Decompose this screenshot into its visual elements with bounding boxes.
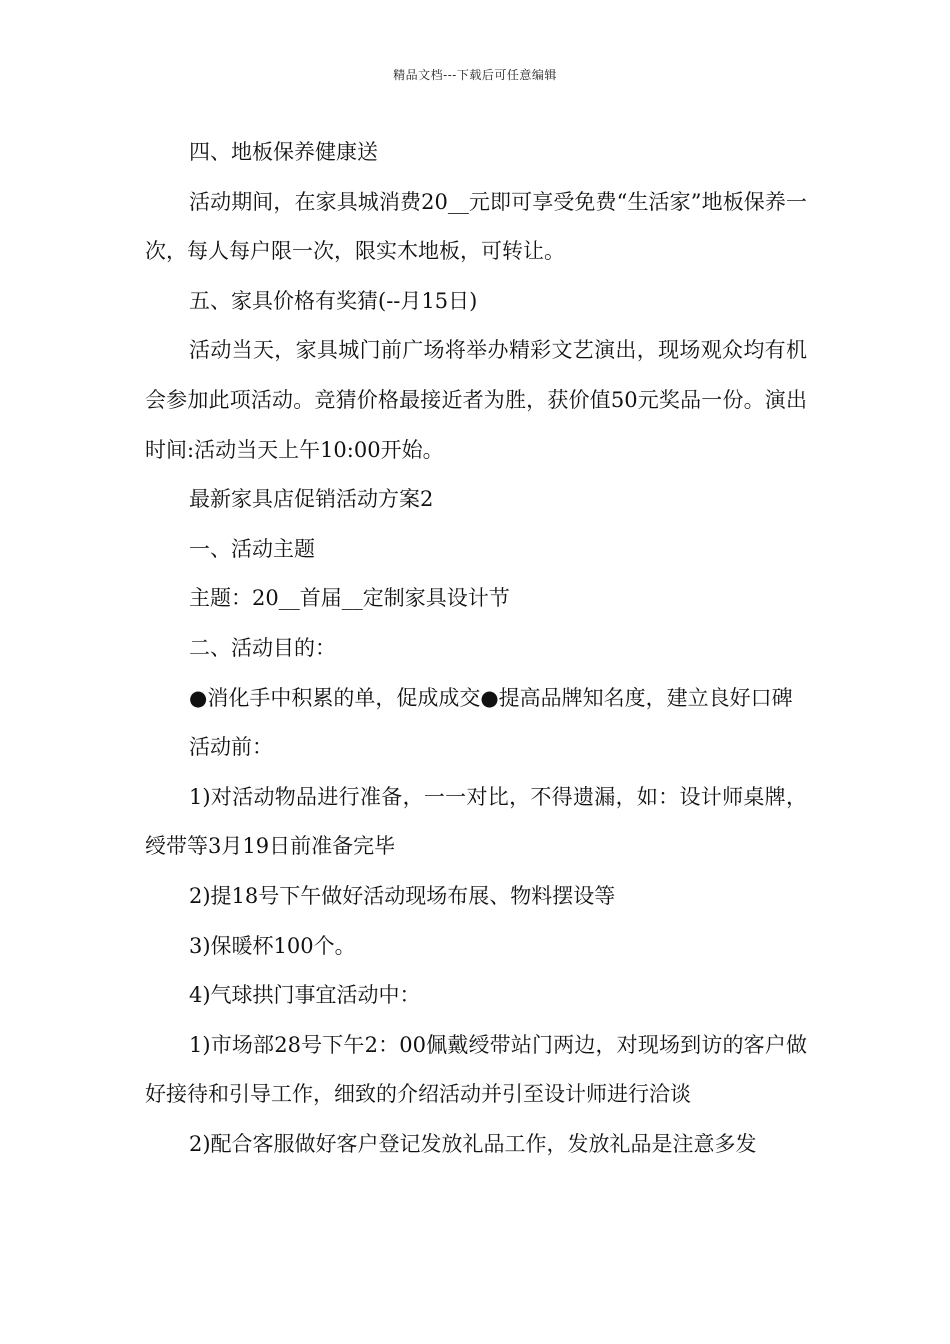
list-item: 2)配合客服做好客户登记发放礼品工作，发放礼品是注意多发 bbox=[189, 1131, 757, 1156]
section-heading-purpose: 二、活动目的： bbox=[189, 635, 336, 660]
paragraph-purpose: ●消化手中积累的单，促成成交●提高品牌知名度，建立良好口碑 bbox=[189, 685, 793, 710]
plan-title: 最新家具店促销活动方案2 bbox=[189, 487, 434, 512]
paragraph-price-guess-details: 活动当天，家具城门前广场将举办精彩文艺演出，现场观众均有机会参加此项活动。竞猜价格最接近者为胜，获价值50元奖品一份。演出时间:活动当天上午10:00开始。 bbox=[145, 338, 807, 462]
section-heading-theme: 一、活动主题 bbox=[189, 536, 315, 561]
paragraph-before-activity: 活动前： bbox=[189, 735, 273, 760]
section-heading-price-guess: 五、家具价格有奖猜(--月15日) bbox=[189, 288, 478, 313]
page-header: 精品文档---下载后可任意编辑 bbox=[393, 68, 557, 82]
paragraph-theme: 主题：20__首届__定制家具设计节 bbox=[189, 586, 510, 611]
list-item: 1)对活动物品进行准备，一一对比，不得遗漏，如：设计师桌牌，绶带等3月19日前准备完毕 bbox=[145, 784, 807, 859]
section-heading-floor-care: 四、地板保养健康送 bbox=[189, 140, 378, 164]
list-item: 1)市场部28号下午2：00佩戴绶带站门两边，对现场到访的客户做好接待和引导工作，细致的介绍活动并引至设计师进行洽谈 bbox=[145, 1032, 807, 1107]
document-body bbox=[145, 128, 807, 1169]
paragraph-floor-care-details: 活动期间，在家具城消费20__元即可享受免费“生活家”地板保养一次，每人每户限一次，限实木地板，可转让。 bbox=[145, 189, 807, 264]
list-item: 4)气球拱门事宜活动中： bbox=[189, 983, 421, 1008]
list-item: 3)保暖杯100个。 bbox=[189, 933, 356, 958]
list-item: 2)提18号下午做好活动现场布展、物料摆设等 bbox=[189, 883, 616, 908]
